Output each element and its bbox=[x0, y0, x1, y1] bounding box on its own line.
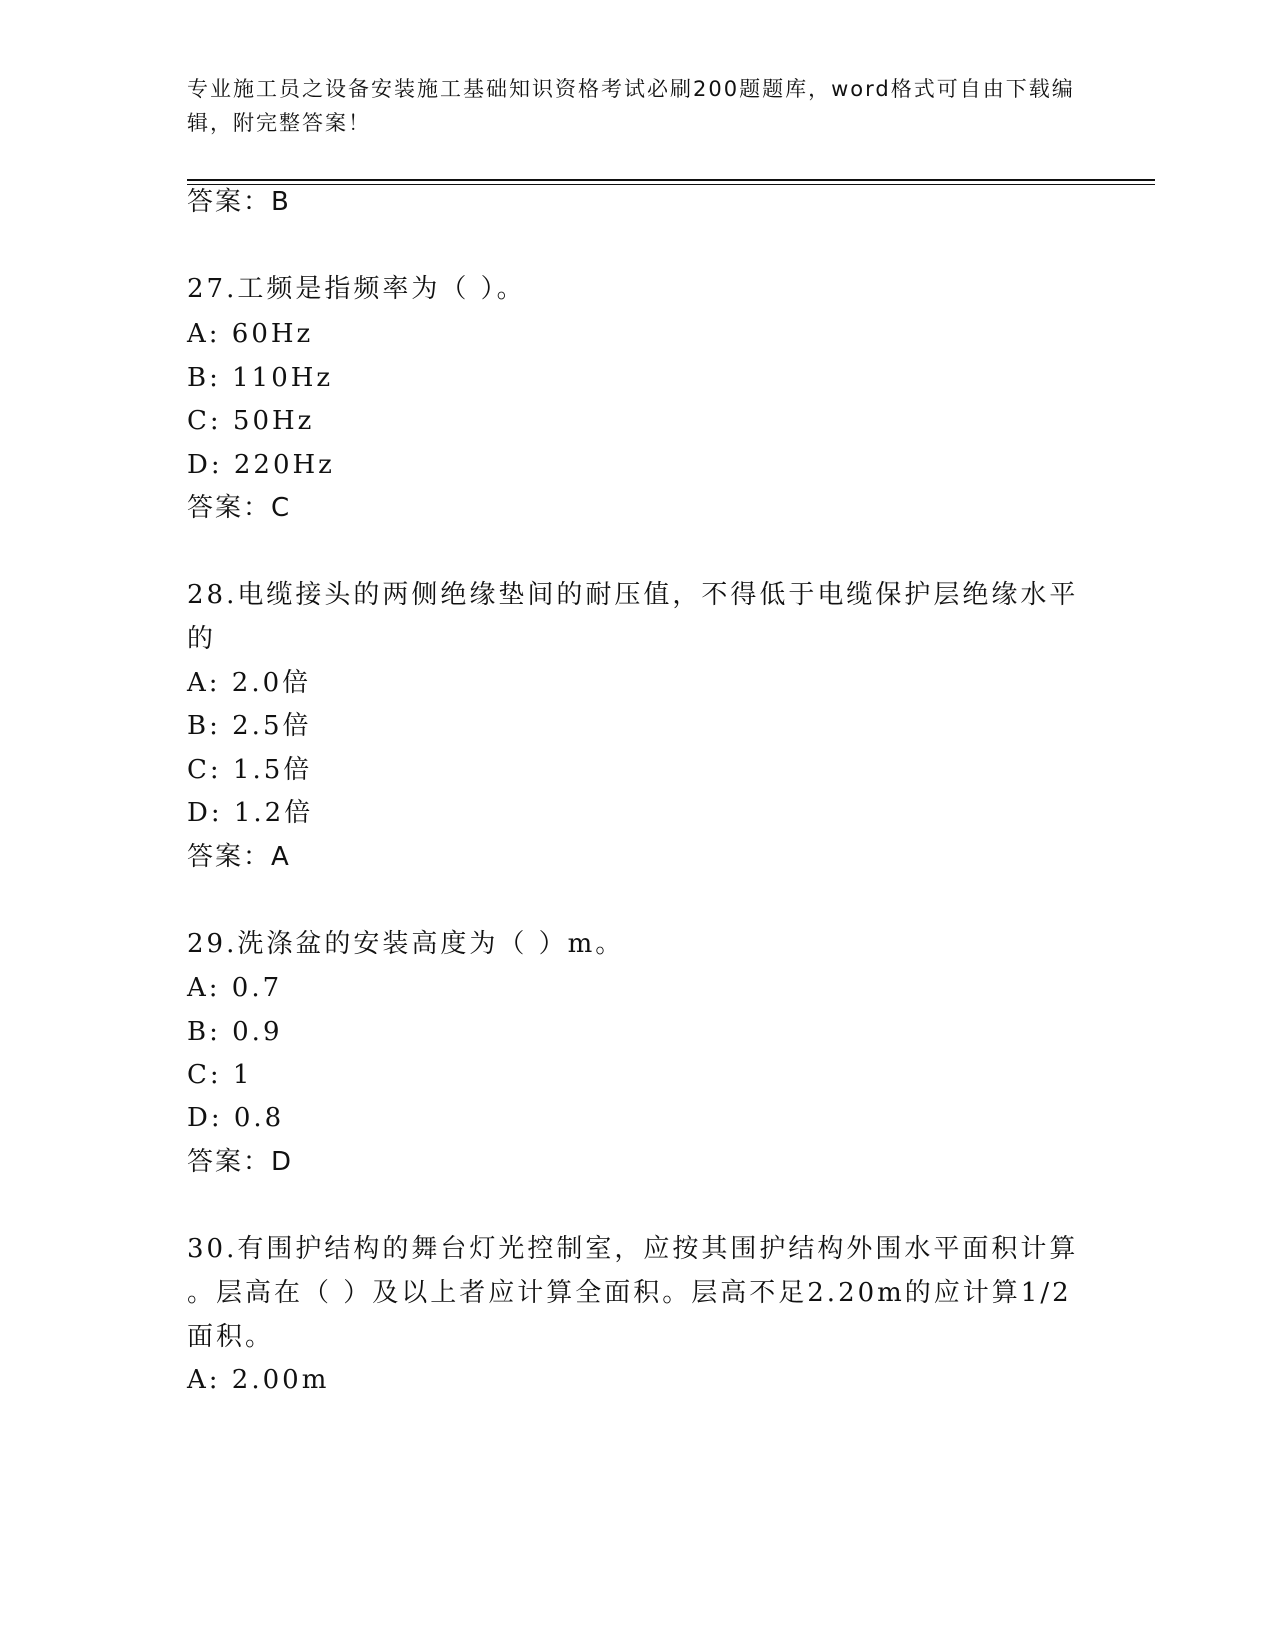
question-28-option-d: D: 1.2倍 bbox=[187, 798, 314, 828]
question-29-option-b: B: 0.9 bbox=[187, 1017, 283, 1047]
question-27-option-b: B: 110Hz bbox=[187, 363, 334, 393]
answer-line: 答案：B bbox=[187, 187, 291, 217]
question-29-option-c: C: 1 bbox=[187, 1060, 253, 1090]
question-28-text-line-2: 的 bbox=[187, 624, 217, 654]
header-divider-thick bbox=[187, 179, 1155, 181]
question-29-option-a: A: 0.7 bbox=[187, 973, 283, 1003]
question-29-text: 29.洗涤盆的安装高度为（ ）m。 bbox=[187, 929, 625, 959]
question-28-answer: 答案：A bbox=[187, 842, 291, 872]
question-27-answer: 答案：C bbox=[187, 493, 292, 523]
question-29-option-d: D: 0.8 bbox=[187, 1103, 285, 1133]
question-27-option-c: C: 50Hz bbox=[187, 406, 315, 436]
document-header: 专业施工员之设备安装施工基础知识资格考试必刷200题题库，word格式可自由下载编辑，附完整答案！ bbox=[187, 77, 1075, 135]
question-28-option-b: B: 2.5倍 bbox=[187, 711, 312, 741]
question-30-text-line-2: 。层高在（ ）及以上者应计算全面积。层高不足2.20m的应计算1/2 bbox=[187, 1278, 1072, 1308]
question-29-answer: 答案：D bbox=[187, 1147, 294, 1177]
header-divider-thin bbox=[187, 184, 1155, 185]
question-27-option-d: D: 220Hz bbox=[187, 450, 335, 480]
question-28-option-a: A: 2.0倍 bbox=[187, 668, 312, 698]
question-30-text-line-1: 30.有围护结构的舞台灯光控制室，应按其围护结构外围水平面积计算 bbox=[187, 1234, 1079, 1264]
question-27-option-a: A: 60Hz bbox=[187, 319, 314, 349]
question-28-text-line-1: 28.电缆接头的两侧绝缘垫间的耐压值，不得低于电缆保护层绝缘水平 bbox=[187, 580, 1079, 610]
question-30-option-a: A: 2.00m bbox=[187, 1365, 330, 1395]
question-27-text: 27.工频是指频率为（ ）。 bbox=[187, 274, 526, 304]
question-30-text-line-3: 面积。 bbox=[187, 1322, 275, 1352]
question-28-option-c: C: 1.5倍 bbox=[187, 755, 313, 785]
